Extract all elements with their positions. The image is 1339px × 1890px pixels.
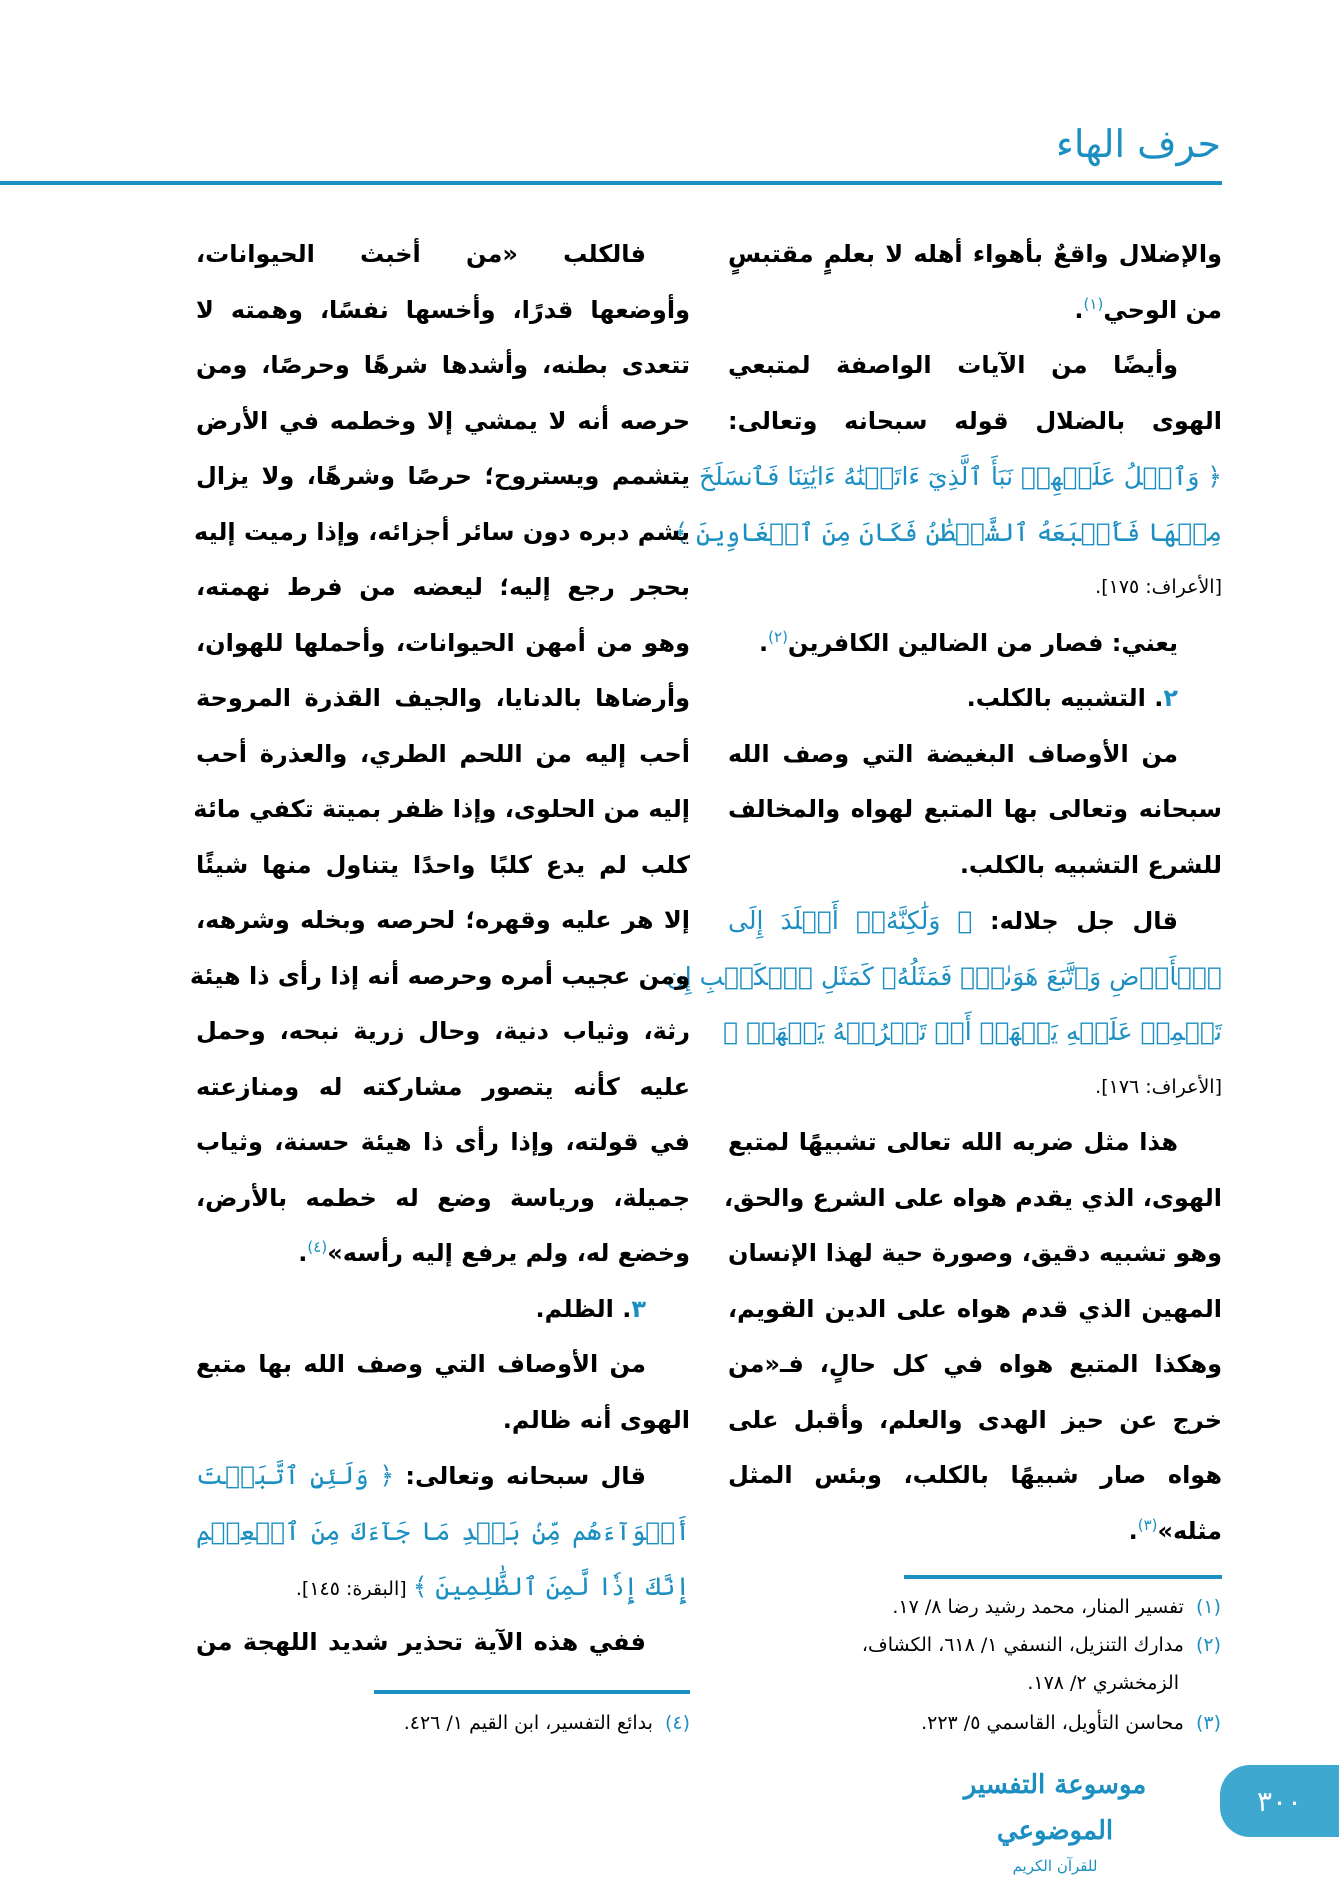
text-line: يتشمم ويستروح؛ حرصًا وشرهًا، ولا يزال <box>196 462 690 490</box>
section-number: ٢ <box>1163 684 1178 712</box>
footnote-number: (٤) <box>664 1712 690 1734</box>
text: . <box>1128 1516 1138 1545</box>
footnote-text: محاسن التأويل، القاسمي ٥/ ٢٢٣. <box>921 1712 1184 1734</box>
footnote-2 <box>862 1626 1221 1702</box>
quran-verse: ﴿ وَلَٰكِنَّهُۥٓ أَخۡلَدَ إِلَى <box>728 906 973 935</box>
left-column <box>189 227 690 1670</box>
footnote-number: (٢) <box>1195 1634 1221 1656</box>
text-line <box>196 1559 690 1615</box>
encyclopedia-logo <box>934 1762 1176 1875</box>
text-line: هذا مثل ضربه الله تعالى تشبيهًا لمتبع <box>728 1128 1178 1156</box>
quran-verse: إِنَّكَ إِذٗا لَّمِنَ ٱلظَّٰلِمِينَ ﴾ <box>412 1572 690 1601</box>
text-line: من الأوصاف التي وصف الله بها متبع <box>196 1350 646 1378</box>
text-line: وأرضاها بالدنايا، والجيف القذرة المروحة <box>196 684 690 712</box>
text-line <box>728 1504 1222 1560</box>
text-line <box>728 283 1222 339</box>
footnote-ref[interactable]: (٢) <box>768 627 788 646</box>
text-line: حرصه أنه لا يمشي إلا وخطمه في الأرض <box>196 406 690 435</box>
footnote-number: (٣) <box>1195 1712 1221 1734</box>
footnote-number: (١) <box>1195 1596 1221 1618</box>
section-title: . التشبيه بالكلب. <box>966 684 1164 712</box>
text-line: رثة، وثياب دنية، وحال زرية نبحه، وحمل <box>196 1017 690 1045</box>
page-number: ٣٠٠ <box>1256 1784 1303 1818</box>
text-line: إلا هر عليه وقهره؛ لحرصه وبخله وشرهه، <box>196 906 690 934</box>
footnote-text: الزمخشري ٢/ ١٧٨. <box>1027 1672 1179 1694</box>
text-line: من الأوصاف البغيضة التي وصف الله <box>728 739 1178 768</box>
text-line: عليه كأنه يتصور مشاركته له ومنازعته <box>196 1072 690 1101</box>
text-line: هواه صار شبيهًا بالكلب، وبئس المثل <box>728 1461 1222 1489</box>
text: يعني: فصار من الضالين الكافرين <box>787 628 1178 657</box>
header-rule <box>0 181 1222 185</box>
section-heading <box>196 1282 690 1338</box>
text-line: فالكلب «من أخبث الحيوانات، <box>196 240 646 268</box>
text-line: الهوى بالضلال قوله سبحانه وتعالى: <box>728 406 1222 435</box>
text-line: وأوضعها قدرًا، وأخسها نفسًا، وهمته لا <box>196 295 690 324</box>
section-title: . الظلم. <box>535 1294 632 1323</box>
section-heading <box>728 671 1222 727</box>
footnote-ref[interactable]: (٣) <box>1137 1515 1158 1534</box>
text: . <box>298 1239 308 1267</box>
chapter-title: حرف الهاء <box>1055 122 1221 166</box>
text-line <box>728 616 1222 672</box>
quran-verse-line: مِنۡهَا فَأَتۡبَعَهُ ٱلشَّيۡطَٰنُ فَكَانَ مِنَ ٱلۡغَاوِينَ ﴾ <box>673 517 1222 547</box>
text-line: سبحانه وتعالى بها المتبع لهواه والمخالف <box>728 795 1222 823</box>
text-line: تتعدى بطنه، وأشدها شرهًا وحرصًا، ومن <box>196 351 690 379</box>
text-line: وهو تشبيه دقيق، وصورة حية لهذا الإنسان <box>728 1239 1222 1267</box>
page-number-tab <box>1220 1765 1339 1837</box>
quran-verse-line: ﴿ وَٱتۡلُ عَلَيۡهِمۡ نَبَأَ ٱلَّذِيٓ ءَاتَيۡنَٰهُ ءَايَٰتِنَا فَٱنسَلَخَ <box>699 462 1222 491</box>
verse-reference: [البقرة: ١٤٥]. <box>295 1578 413 1600</box>
logo-title: موسوعة التفسير الموضوعي <box>963 1770 1147 1846</box>
footnote-ref[interactable]: (٤) <box>307 1238 328 1256</box>
text-line: في قولته، وإذا رأى ذا هيئة حسنة، وثياب <box>196 1128 690 1156</box>
text-line: بحجر رجع إليه؛ ليعضه من فرط نهمته، <box>196 573 690 601</box>
text-line: جميلة، ورياسة وضع له خطمه بالأرض، <box>196 1183 690 1212</box>
text: من الوحي <box>1103 295 1222 324</box>
text-line: وهكذا المتبع هواه في كل حالٍ، فـ«من <box>728 1350 1222 1378</box>
text-line: وهو من أمهن الحيوانات، وأحملها للهوان، <box>196 628 690 657</box>
footnote-rule <box>904 1575 1222 1579</box>
footnote-4 <box>404 1704 690 1742</box>
quran-verse-line: ٱلۡأَرۡضِ وَٱتَّبَعَ هَوَىٰهُۚ فَمَثَلُهُۥ كَمَثَلِ ٱلۡكَلۡبِ إِن <box>666 961 1222 991</box>
text-line: يشم دبره دون سائر أجزائه، وإذا رميت إليه <box>194 517 690 546</box>
quran-verse-line: تَحۡمِلۡ عَلَيۡهِ يَلۡهَثۡ أَوۡ تَتۡرُكۡهُ يَلۡهَثۚ ﴾ <box>723 1017 1222 1046</box>
section-number: ٣ <box>631 1294 646 1323</box>
text: قال جل جلاله: <box>972 907 1178 935</box>
text: وخضع له، ولم يرفع إليه رأسه» <box>327 1239 690 1267</box>
footnote-text: بدائع التفسير، ابن القيم ١/ ٤٢٦. <box>403 1712 653 1734</box>
text: . <box>1074 295 1084 324</box>
text-line: ففي هذه الآية تحذير شديد اللهجة من <box>196 1627 646 1656</box>
text-line <box>196 1448 690 1504</box>
footnote-3 <box>921 1704 1221 1742</box>
footnote-text: مدارك التنزيل، النسفي ١/ ٦١٨، الكشاف، <box>861 1634 1184 1656</box>
text-line: الهوى، الذي يقدم هواه على الشرع والحق، <box>724 1183 1222 1212</box>
text-line: أحب إليه من اللحم الطري، والعذرة أحب <box>196 739 690 768</box>
text-line: كلب لم يدع كلبًا واحدًا يتناول منها شيئًا <box>196 850 690 879</box>
verse-reference: [الأعراف: ١٧٦]. <box>1095 1075 1222 1098</box>
text-line: إليه من الحلوى، وإذا ظفر بميتة تكفي مائة <box>193 795 690 823</box>
quran-verse-line: أَهۡوَآءَهُم مِّنۢ بَعۡدِ مَا جَآءَكَ مِنَ ٱلۡعِلۡمِ <box>196 1516 690 1546</box>
text: . <box>759 628 769 657</box>
footnote-1 <box>892 1588 1221 1626</box>
text-line: ومن عجيب أمره وحرصه أنه إذا رأى ذا هيئة <box>189 961 690 990</box>
text-line <box>728 893 1222 949</box>
right-column <box>666 227 1222 1559</box>
text-line: المهين الذي قدم هواه على الدين القويم، <box>728 1294 1222 1323</box>
footnote-text: تفسير المنار، محمد رشيد رضا ٨/ ١٧. <box>892 1596 1184 1618</box>
text: قال سبحانه وتعالى: <box>394 1462 646 1490</box>
text-line: خرج عن حيز الهدى والعلم، وأقبل على <box>728 1405 1222 1434</box>
text-line: الهوى أنه ظالم. <box>502 1405 690 1434</box>
footnote-ref[interactable]: (١) <box>1083 294 1104 313</box>
text: مثله» <box>1157 1516 1222 1545</box>
text-line: وأيضًا من الآيات الواصفة لمتبعي <box>728 351 1178 379</box>
text-line: والإضلال واقعٌ بأهواء أهله لا بعلمٍ مقتبسٍ <box>728 240 1222 268</box>
quran-verse: ﴿ وَلَئِنِ ٱتَّبَعۡتَ <box>196 1461 395 1490</box>
footnote-rule <box>374 1690 690 1694</box>
text-line: للشرع التشبيه بالكلب. <box>959 850 1222 879</box>
verse-reference: [الأعراف: ١٧٥]. <box>1095 576 1222 598</box>
logo-subtitle: للقرآن الكريم <box>1012 1857 1098 1875</box>
text-line <box>196 1226 690 1282</box>
